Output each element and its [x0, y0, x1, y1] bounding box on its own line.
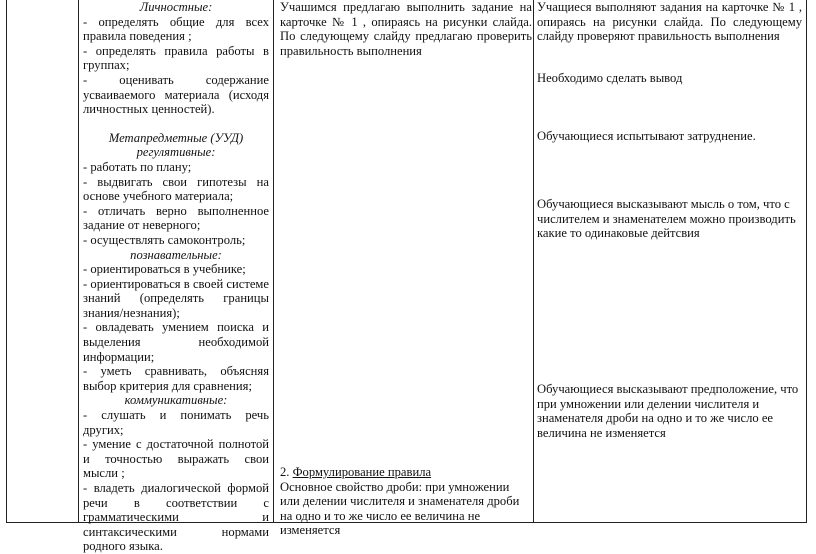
- personal-heading: Личностные:: [139, 0, 213, 14]
- reg-heading: регулятивные:: [136, 145, 216, 160]
- comm-heading: коммуникативные:: [124, 393, 228, 408]
- students-intro: Учащиеся выполняют задания на карточке № 1 , опираясь на рисунки слайда. По следующему слайду проверяют правильность выполнения: [537, 0, 802, 44]
- cog-heading: познавательные:: [130, 247, 222, 262]
- reg-item: - работать по плану;: [83, 159, 192, 174]
- student-response: Обучающиеся высказывают предположение, что при умножении или делении числителя и знаменателя дроби на одно и то же число ее величина не изменяется: [537, 382, 799, 440]
- student-response: Необходимо сделать вывод: [537, 71, 683, 85]
- reg-item: - осуществлять самоконтроль;: [83, 232, 246, 247]
- student-response: Обучающиеся испытывают затруднение.: [537, 129, 756, 143]
- student-response: Обучающиеся высказывают мысль о том, что с числителем и знаменателем можно производить какие то одинаковые дейтсвия: [537, 197, 796, 241]
- cog-item: - ориентироваться в учебнике;: [83, 262, 246, 277]
- cog-item: - ориентироваться в своей системе знаний (определять границы знания/незнания);: [83, 276, 269, 320]
- cog-item: - овладевать умением поиска и выделения необходимой информации;: [83, 320, 269, 364]
- personal-item: - оценивать содержание усваиваемого материала (исходя личностных ценностей).: [83, 72, 269, 117]
- cog-item: - уметь сравнивать, объясняя выбор критерия для сравнения;: [83, 364, 269, 393]
- column-outcomes: [83, 0, 269, 554]
- rule-text: Основное свойство дроби: при умножении или делении числителя и знаменателя дроби на одно и то же число ее величина не изменяется: [280, 479, 520, 538]
- personal-item: - определять правила работы в группах;: [83, 43, 269, 73]
- column-teacher: [280, 0, 532, 58]
- reg-item: - выдвигать свои гипотезы на основе учебного материала;: [83, 174, 269, 204]
- comm-item: - умение с достаточной полнотой и точностью выражать свои мысли ;: [83, 437, 269, 481]
- section-title: Формулирование правила: [292, 465, 432, 479]
- reg-item: - отличать верно выполненное задание от неверного;: [83, 203, 269, 233]
- section-number: 2.: [280, 465, 290, 479]
- comm-item: - владеть диалогической формой речи в соответствии с грамматическими и синтаксическими нормами родного языка.: [83, 481, 269, 554]
- teacher-intro: Учашимся предлагаю выполнить задание на карточке № 1 , опираясь на рисунки слайда. По следующему слайду предлагаю проверить правильность выполнения: [280, 0, 532, 58]
- comm-item: - слушать и понимать речь других;: [83, 408, 269, 437]
- column-students: [537, 0, 802, 44]
- meta-heading: Метапредметные (УУД): [108, 130, 244, 145]
- rule-section: [280, 465, 532, 538]
- personal-item: - определять общие для всех правила поведения ;: [83, 14, 269, 44]
